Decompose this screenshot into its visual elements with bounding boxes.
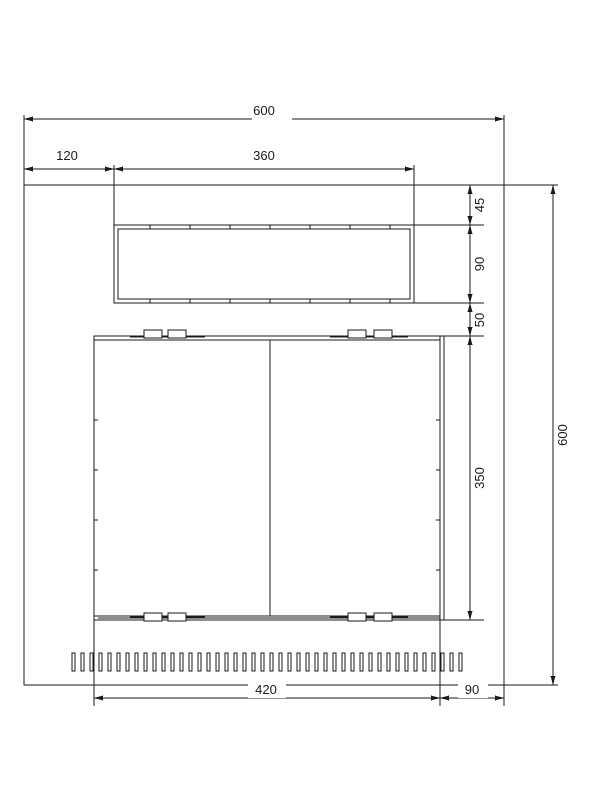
dimension-left-offset — [24, 165, 114, 228]
dimension-overall-height — [500, 185, 558, 685]
door-right — [270, 340, 440, 616]
dim-label-doors-width: 420 — [255, 682, 277, 697]
dim-label-gap-top: 45 — [472, 197, 487, 213]
dim-label-left-offset: 120 — [56, 148, 78, 163]
dim-label-top-panel-width: 360 — [253, 148, 275, 163]
dim-label-right-section-width: 90 — [464, 682, 480, 697]
dim-label-gap-below-panel: 50 — [472, 312, 487, 328]
dim-label-overall-width: 600 — [253, 103, 275, 118]
doors-frame — [94, 336, 444, 620]
dimension-top-panel-width — [114, 165, 414, 228]
top-panel-fasteners — [150, 225, 390, 303]
ventilation-slots — [72, 653, 462, 671]
top-panel-inner — [118, 229, 410, 299]
dim-label-overall-height: 600 — [555, 424, 570, 446]
door-left — [94, 340, 270, 616]
cabinet-outline — [24, 185, 504, 685]
dim-label-top-panel-height: 90 — [472, 256, 487, 272]
door-hardware-top — [144, 330, 392, 338]
top-panel-outer — [114, 225, 414, 303]
door-edge-ticks — [94, 420, 440, 570]
dim-label-doors-height: 350 — [472, 467, 487, 489]
dimension-right-extension-lines — [408, 185, 484, 620]
